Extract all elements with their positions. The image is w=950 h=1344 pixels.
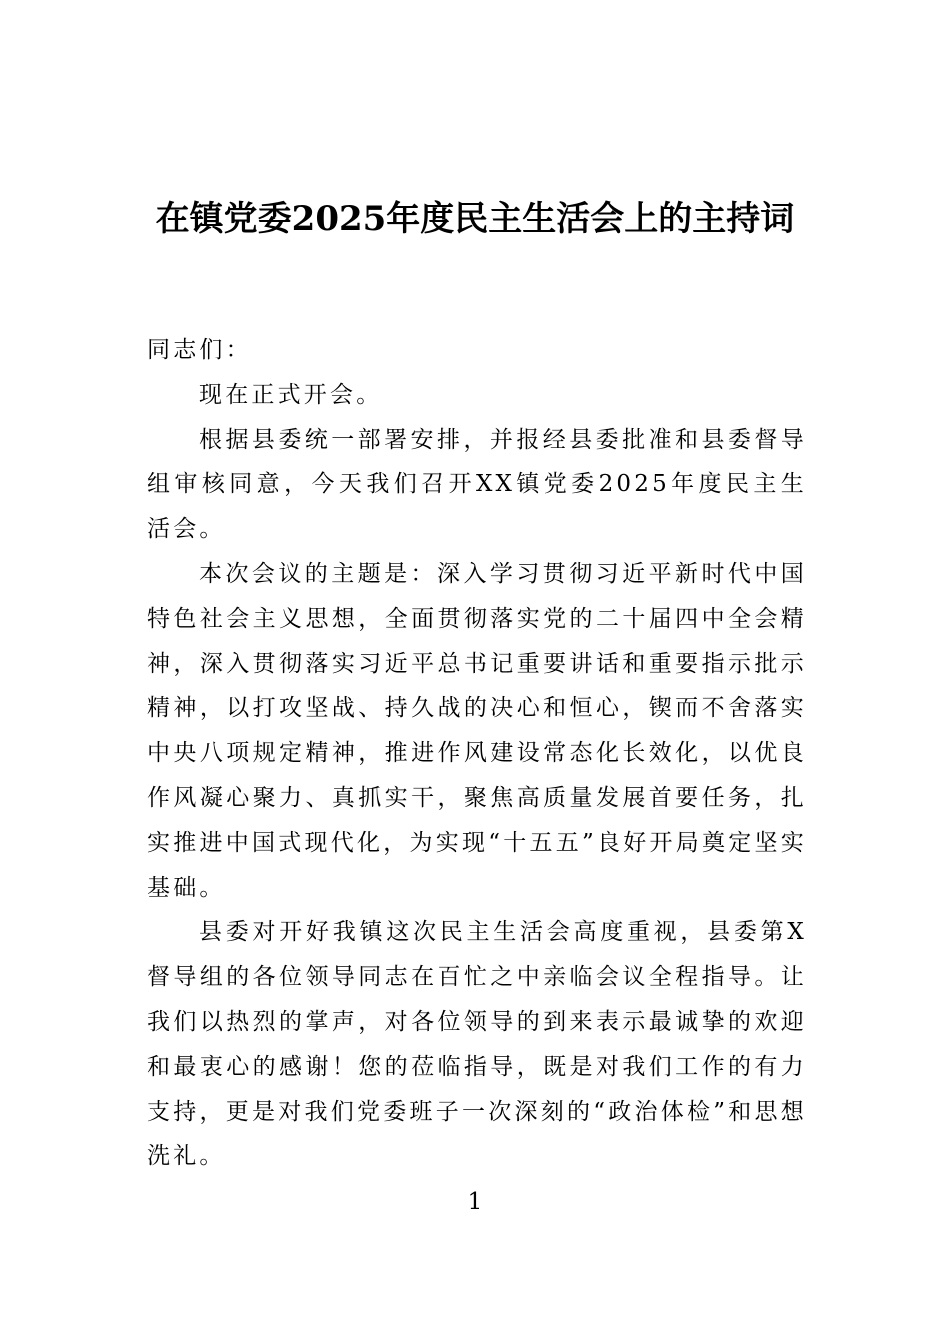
page-number: 1 <box>467 1189 483 1215</box>
paragraph-opening: 现在正式开会。 <box>199 381 383 408</box>
paragraph-theme: 本次会议的主题是：深入学习贯彻习近平新时代中国特色社会主义思想，全面贯彻落实党的二十届四中全会精神，深入贯彻落实习近平总书记重要讲话和重要指示批示精神，以打攻坚战、持久战的决心和恒心，锲而不舍落实中央八项规定精神，推进作风建设常态化长效化，以优良作风凝心聚力、真抓实干，聚焦高质量发展首要任务，扎实推进中国式现代化，为实现“十五五”良好开局奠定坚实基础。 <box>147 560 807 901</box>
document-body <box>147 328 807 1179</box>
paragraph-welcome: 县委对开好我镇这次民主生活会高度重视，县委第X督导组的各位领导同志在百忙之中亲临会议全程指导。让我们以热烈的掌声，对各位领导的到来表示最诚挚的欢迎和最衷心的感谢！您的莅临指导，既是对我们工作的有力支持，更是对我们党委班子一次深刻的“政治体检”和思想洗礼。 <box>147 919 807 1170</box>
document-title: 在镇党委2025年度民主生活会上的主持词 <box>155 199 795 239</box>
salutation: 同志们： <box>147 337 252 363</box>
paragraph-arrangement: 根据县委统一部署安排，并报经县委批准和县委督导组审核同意，今天我们召开XX镇党委2025年度民主生活会。 <box>147 426 807 543</box>
